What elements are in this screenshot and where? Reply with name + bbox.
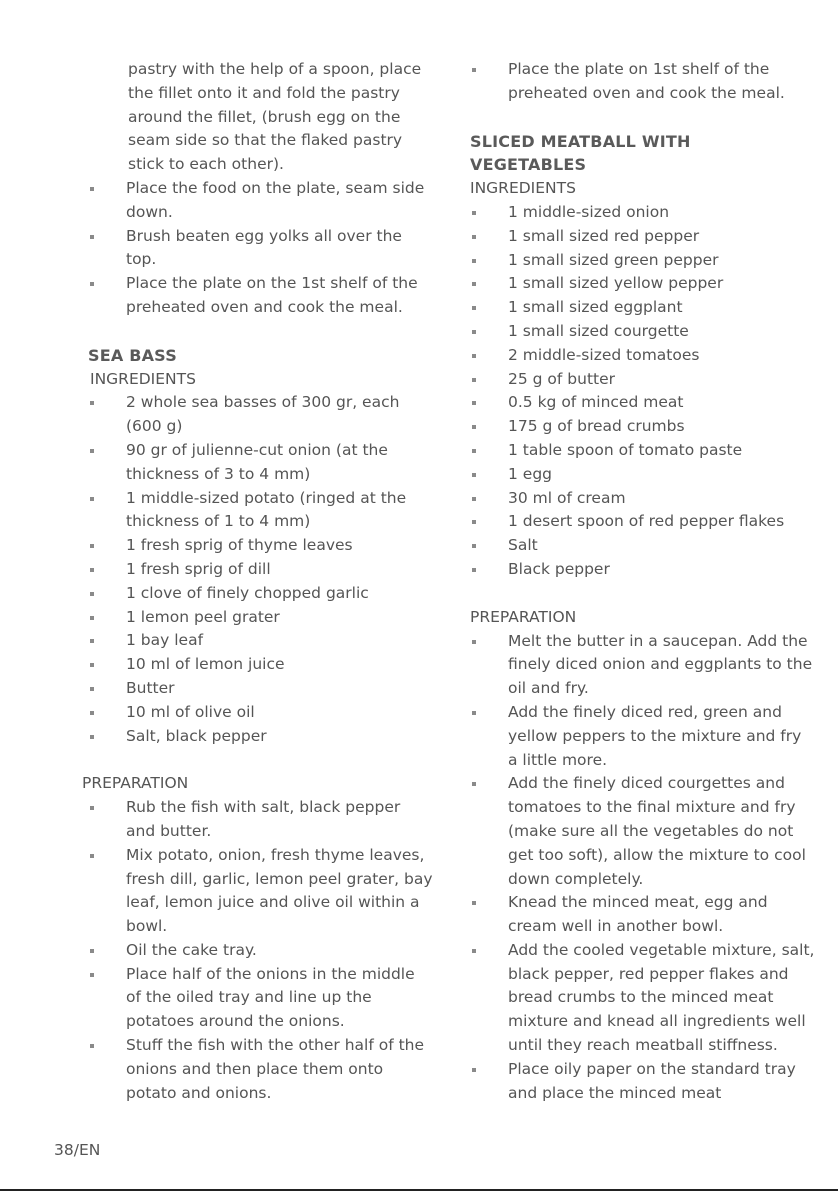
ingredients-list — [470, 201, 815, 582]
list-item: 1 table spoon of tomato paste — [470, 439, 815, 463]
list-item: 10 ml of olive oil — [88, 701, 433, 725]
list-item: Rub the fish with salt, black pepper and butter. — [88, 796, 433, 844]
list-item: 1 lemon peel grater — [88, 606, 433, 630]
list-item: 10 ml of lemon juice — [88, 653, 433, 677]
list-item: 90 gr of julienne-cut onion (at the thickness of 3 to 4 mm) — [88, 439, 433, 487]
ingredients-label: INGREDIENTS — [470, 179, 576, 198]
list-item: Oil the cake tray. — [88, 939, 433, 963]
ingredients-list — [88, 391, 433, 748]
continued-steps — [470, 58, 815, 106]
list-item: 2 whole sea basses of 300 gr, each (600 g) — [88, 391, 433, 439]
list-item: 1 small sized red pepper — [470, 225, 815, 249]
recipe-title: SLICED MEATBALL WITH — [470, 131, 691, 151]
list-item: Place half of the onions in the middle of the oiled tray and line up the potatoes around the onions. — [88, 963, 433, 1034]
left-column — [82, 58, 433, 1105]
list-item: Stuff the fish with the other half of the onions and then place them onto potato and onions. — [88, 1034, 433, 1105]
list-item: Butter — [88, 677, 433, 701]
page-number: 38/EN — [54, 1141, 101, 1159]
list-item: 2 middle-sized tomatoes — [470, 344, 815, 368]
list-item: 1 clove of finely chopped garlic — [88, 582, 433, 606]
recipe-title: SEA BASS — [88, 345, 177, 365]
list-item: 0.5 kg of minced meat — [470, 391, 815, 415]
preparation-label: PREPARATION — [470, 607, 577, 626]
preparation-list — [88, 796, 433, 1105]
list-item: 30 ml of cream — [470, 487, 815, 511]
list-item: 1 middle-sized onion — [470, 201, 815, 225]
list-item: Brush beaten egg yolks all over the top. — [88, 225, 433, 273]
ingredients-label: INGREDIENTS — [90, 369, 196, 388]
list-item: 1 small sized yellow pepper — [470, 272, 815, 296]
list-item: 1 middle-sized potato (ringed at the thickness of 1 to 4 mm) — [88, 487, 433, 535]
right-column — [470, 58, 815, 1105]
list-item: Melt the butter in a saucepan. Add the finely diced onion and eggplants to the oil and fry. — [470, 630, 815, 701]
list-item: Place oily paper on the standard tray and place the minced meat — [470, 1058, 815, 1106]
list-item: Salt, black pepper — [88, 725, 433, 749]
list-item: 25 g of butter — [470, 368, 815, 392]
list-item: 1 bay leaf — [88, 629, 433, 653]
list-item: 1 fresh sprig of thyme leaves — [88, 534, 433, 558]
list-item: Place the plate on 1st shelf of the preheated oven and cook the meal. — [470, 58, 815, 106]
list-item: Place the food on the plate, seam side down. — [88, 177, 433, 225]
list-item: Knead the minced meat, egg and cream well in another bowl. — [470, 891, 815, 939]
list-item: 1 small sized green pepper — [470, 249, 815, 273]
list-item: Add the finely diced red, green and yellow peppers to the mixture and fry a little more. — [470, 701, 815, 772]
recipe-title-line2: VEGETABLES — [470, 155, 587, 175]
list-item: Add the finely diced courgettes and tomatoes to the final mixture and fry (make sure all the vegetables do not get too soft), allow the mixture to cool down completely. — [470, 772, 815, 891]
list-item: 175 g of bread crumbs — [470, 415, 815, 439]
list-item: 1 desert spoon of red pepper flakes — [470, 510, 815, 534]
continued-text: pastry with the help of a spoon, place the fillet onto it and fold the pastry around the fillet, (brush egg on the seam side so that the flaked pastry stick to each other). — [128, 60, 422, 174]
preparation-list — [470, 630, 815, 1106]
preparation-label: PREPARATION — [82, 774, 189, 793]
list-item: Add the cooled vegetable mixture, salt, black pepper, red pepper flakes and bread crumbs to the minced meat mixture and knead all ingredients well until they reach meatball stiffness. — [470, 939, 815, 1058]
list-item: 1 small sized courgette — [470, 320, 815, 344]
list-item: 1 fresh sprig of dill — [88, 558, 433, 582]
list-item: Place the plate on the 1st shelf of the preheated oven and cook the meal. — [88, 272, 433, 320]
continued-steps — [88, 177, 433, 320]
list-item: Salt — [470, 534, 815, 558]
list-item: 1 egg — [470, 463, 815, 487]
list-item: Black pepper — [470, 558, 815, 582]
list-item: Mix potato, onion, fresh thyme leaves, fresh dill, garlic, lemon peel grater, bay leaf, lemon juice and olive oil within a bowl. — [88, 844, 433, 939]
list-item: 1 small sized eggplant — [470, 296, 815, 320]
